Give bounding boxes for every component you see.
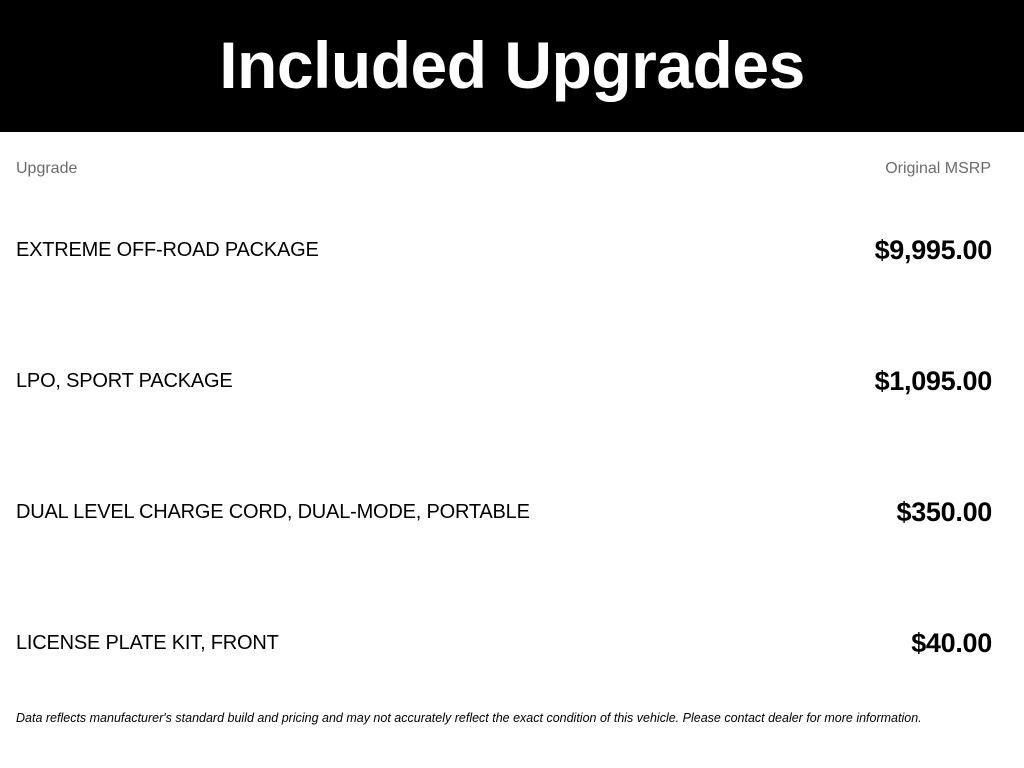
upgrade-price: $9,995.00 — [874, 234, 992, 265]
page-title: Included Upgrades — [219, 28, 805, 102]
title-banner — [0, 0, 1024, 132]
upgrade-name: EXTREME OFF-ROAD PACKAGE — [16, 238, 319, 261]
upgrade-price: $350.00 — [896, 496, 992, 527]
upgrade-row — [16, 230, 992, 270]
upgrade-price: $1,095.00 — [874, 365, 992, 396]
upgrade-row — [16, 361, 992, 401]
disclaimer-text: Data reflects manufacturer's standard build and pricing and may not accurately reflect the exact condition of this vehicle. Please contact dealer for more information. — [16, 711, 922, 725]
upgrade-name: LPO, SPORT PACKAGE — [16, 369, 233, 392]
upgrade-price: $40.00 — [911, 627, 992, 658]
upgrade-column-header: Upgrade — [16, 160, 78, 177]
upgrade-name: DUAL LEVEL CHARGE CORD, DUAL-MODE, PORTABLE — [16, 500, 530, 523]
upgrade-row — [16, 623, 992, 663]
upgrade-name: LICENSE PLATE KIT, FRONT — [16, 631, 279, 654]
upgrade-row — [16, 492, 992, 532]
msrp-column-header: Original MSRP — [885, 160, 991, 177]
